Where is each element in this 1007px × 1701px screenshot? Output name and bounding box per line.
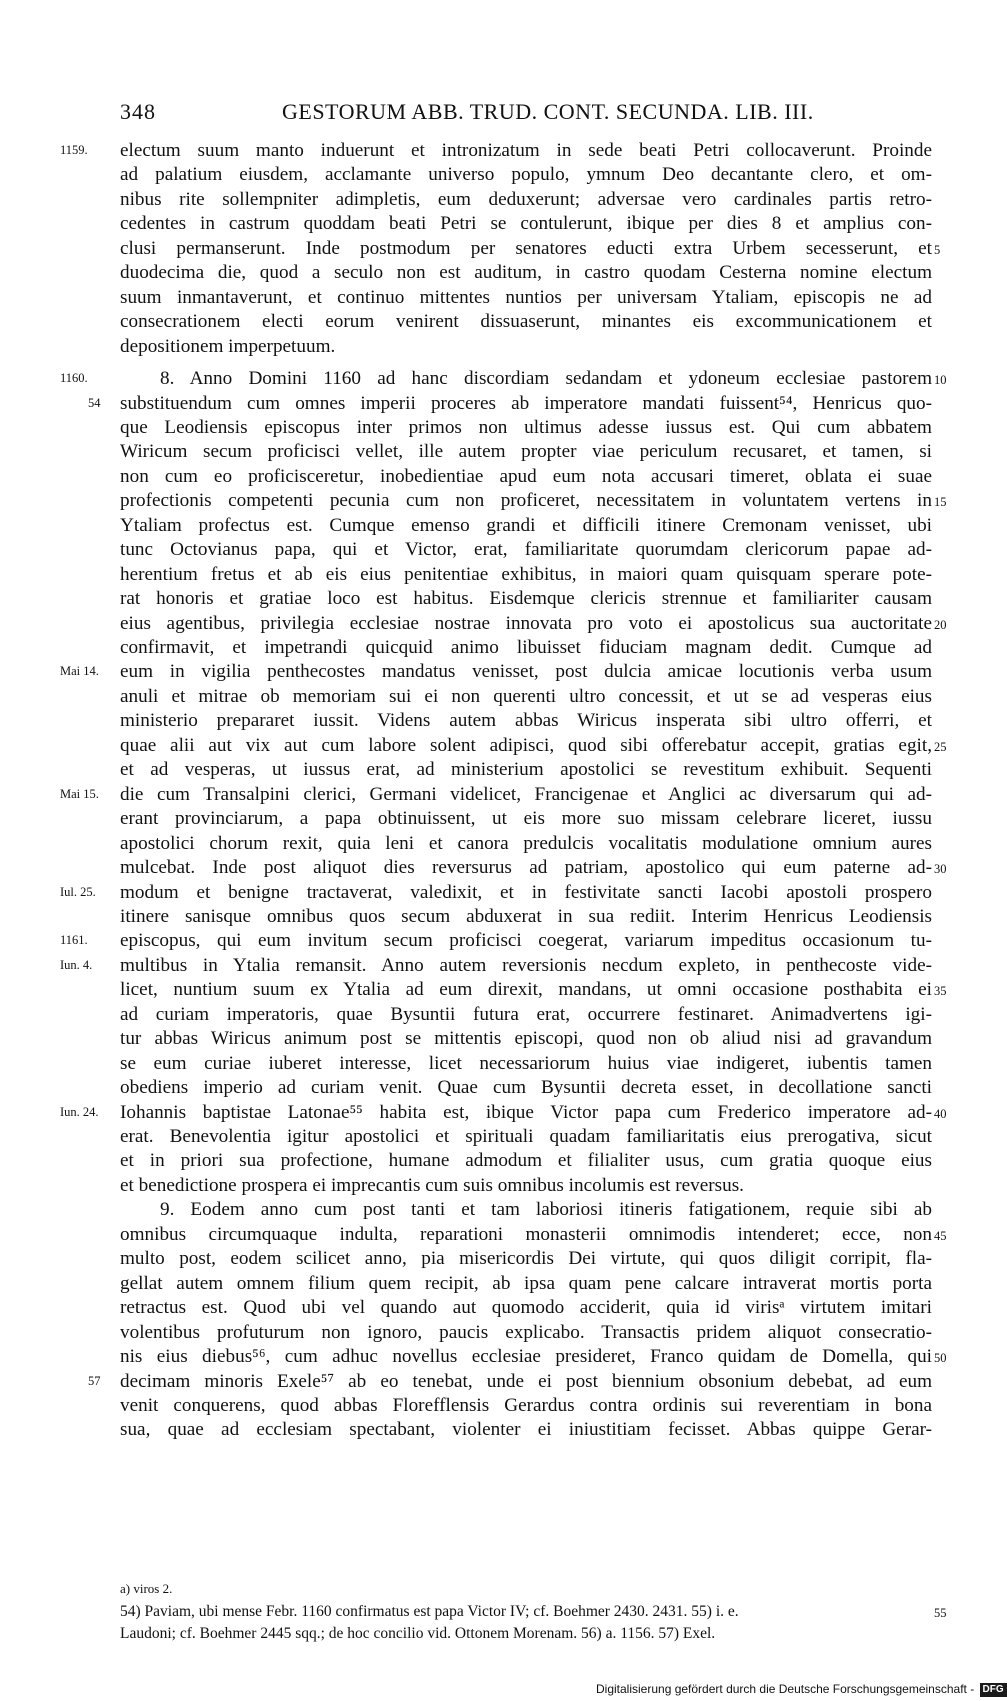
margin-note: 1161. <box>60 933 88 948</box>
text-line: profectionis competenti pecunia cum non proficeret, necessitatem in voluntatem vertens in <box>120 490 932 512</box>
margin-note: Mai 15. <box>60 786 99 801</box>
text-line: venit conquerens, quod abbas Florefflensis Gerardus contra ordinis sui reverentiam in bona <box>120 1394 932 1416</box>
line-number: 25 <box>934 739 947 754</box>
text-line: quae alii aut vix aut cum labore solent adipisci, quod sibi offerebatur accepit, gratias egit, <box>120 734 932 756</box>
text-line: nibus rite sollempniter adimpletis, eum deduxerunt; adversae vero cardinales partis retro- <box>120 188 932 210</box>
footnote-line-number: 55 <box>934 1606 947 1620</box>
text-line: licet, nuntium suum ex Ytalia ad eum direxit, mandans, ut omni occasione posthabita ei <box>120 979 932 1001</box>
text-line: tur abbas Wiricus animum post se mittentis episcopi, quod non ob aliud nisi ad gravandum <box>120 1028 932 1050</box>
text-line: itinere sanisque omnibus quos secum abduxerat in sua rediit. Interim Henricus Leodiensis <box>120 905 932 927</box>
text-line: substituendum cum omnes imperii proceres ab imperatore mandati fuissent⁵⁴, Henricus quo- <box>120 392 932 414</box>
line-number: 15 <box>934 495 947 510</box>
text-line: tunc Octovianus papa, qui et Victor, erat, familiaritate quorumdam clericorum papae ad- <box>120 539 932 561</box>
credit-text: Digitalisierung gefördert durch die Deutsche Forschungsgemeinschaft - <box>596 1682 975 1696</box>
text-line: rat honoris et gratiae loco est habitus. Eisdemque clericis strennue et familiariter causam <box>120 588 932 610</box>
line-number: 40 <box>934 1106 947 1121</box>
line-number: 30 <box>934 862 947 877</box>
dfg-logo: DFG <box>980 1683 1007 1697</box>
margin-note: Mai 14. <box>60 664 99 679</box>
text-line: se eum curiae iuberet interesse, licet necessariorum huius viae indigeret, iubentis tamen <box>120 1052 932 1074</box>
text-line: 9. Eodem anno cum post tanti et tam laboriosi itineris fatigationem, requie sibi ab <box>160 1199 932 1221</box>
line-number: 45 <box>934 1228 947 1243</box>
text-line: modum et benigne tractaverat, valedixit, et in festivitate sancti Iacobi apostoli prospero <box>120 881 932 903</box>
text-line: suum inmantaverunt, et continuo mittentes nuntios per universam Ytaliam, episcopis ne ad <box>120 286 932 308</box>
text-line: multo post, eodem scilicet anno, pia misericordis Dei virtute, qui quos diligit corripit, fla- <box>120 1248 932 1270</box>
text-line: sua, quae ad ecclesiam spectabant, violenter ei iniustitiam fecisset. Abbas quippe Gerar- <box>120 1419 932 1441</box>
text-line: gellat autem omnem filium quem recipit, ab ipsa quam pene calcare intraverat mortis porta <box>120 1272 932 1294</box>
line-number: 50 <box>934 1351 947 1366</box>
text-line: Ytaliam profectus est. Cumque emenso grandi et difficili itinere Cremonam venisset, ubi <box>120 514 932 536</box>
text-line: omnibus circumquaque indulta, reparationi monasterii omnimodis intenderet; ecce, non <box>120 1223 932 1245</box>
text-line: que Leodiensis episcopus inter primos non ultimus adesse iussus est. Qui cum abbatem <box>120 416 932 438</box>
text-line: et benedictione prospera ei imprecantis cum suis omnibus incolumis est reversus. <box>120 1174 744 1196</box>
text-line: et ad vesperas, ut iussus erat, ad ministerium apostolici se revestitum exhibuit. Sequenti <box>120 759 932 781</box>
text-line: confirmavit, et impetrandi quicquid animo libuisset fiduciam magnam dedit. Cumque ad <box>120 637 932 658</box>
text-line: mulcebat. Inde post aliquot dies reversurus ad patriam, apostolico qui eum paterne ad- <box>120 857 932 879</box>
page-number: 348 <box>120 99 156 124</box>
line-number: 20 <box>934 617 947 632</box>
text-line: ad curiam imperatoris, quae Bysuntii futura erat, occurrere festinaret. Animadvertens igi- <box>120 1003 932 1025</box>
footnote-line: Laudoni; cf. Boehmer 2445 sqq.; de hoc concilio vid. Ottonem Morenam. 56) a. 1156. 57) Exel. <box>120 1625 716 1642</box>
text-line: Wiricum secum proficisci vellet, ille autem propter viae periculum recusaret, et tamen, si <box>120 441 932 463</box>
margin-note: 54 <box>88 395 101 410</box>
margin-note: 1160. <box>60 371 88 386</box>
text-line: 8. Anno Domini 1160 ad hanc discordiam sedandam et ydoneum ecclesiae pastorem <box>160 368 932 390</box>
text-line: eius agentibus, privilegia ecclesiae nostrae innovata pro voto ei apostolicus sua auctoritate <box>120 612 932 634</box>
text-line: et in priori sua profectione, humane admodum et filialiter usus, cum gratia quoque eius <box>120 1150 932 1172</box>
text-line: eum in vigilia penthecostes mandatus venisset, post dulcia amicae locutionis verba usum <box>120 661 932 683</box>
text-line: herentium fretus et ab eis eius penitentiae exhibitus, in maiori quam quisquam sperare pote- <box>120 563 932 585</box>
textual-footnote: a) viros 2. <box>120 1581 173 1596</box>
text-line: electum suum manto induerunt et intronizatum in sede beati Petri collocaverunt. Proinde <box>120 140 932 161</box>
text-line: erat. Benevolentia igitur apostolici et spirituali quadam familiaritatis eius prerogativa, sicut <box>120 1126 932 1147</box>
margin-note: Iun. 24. <box>60 1104 99 1119</box>
margin-note: Iun. 4. <box>60 957 93 972</box>
footnote-line: 54) Paviam, ubi mense Febr. 1160 confirmatus est papa Victor IV; cf. Boehmer 2430. 2431. 55) i. e. <box>120 1603 739 1620</box>
digitization-credit <box>596 1680 1004 1698</box>
text-line: erant provinciarum, a papa obtinuissent, ut eis more suo missam celebrare liceret, iussu <box>120 808 932 830</box>
text-line: obediens imperio ad curiam venit. Quae cum Bysuntii decreta esset, in decollatione sancti <box>120 1077 932 1099</box>
text-line: cedentes in castrum quoddam beati Petri se contulerunt, ibique per dies 8 et amplius con- <box>120 213 932 235</box>
line-number: 5 <box>934 242 941 257</box>
text-line: die cum Transalpini clerici, Germani videlicet, Francigenae et Anglici ac diversarum qui ad- <box>120 783 932 805</box>
text-line: multibus in Ytalia remansit. Anno autem reversionis necdum expleto, in penthecoste vide- <box>120 954 932 976</box>
text-line: anuli et mitrae ob memoriam sui ei non querenti ultro concessit, et ut se ad vesperas eius <box>120 685 932 707</box>
text-line: ministerio prepararet iussit. Videns autem abbas Wiricus insperata sibi ultro offerri, et <box>120 710 932 732</box>
running-header <box>120 99 880 133</box>
margin-note: Iul. 25. <box>60 884 96 899</box>
text-line: retractus est. Quod ubi vel quando aut quomodo acciderit, quia id virisᵃ virtutem imitari <box>120 1297 932 1319</box>
text-line: consecrationem electi eorum venirent dissuaserunt, minantes eis excommunicationem et <box>120 311 932 333</box>
line-number: 10 <box>934 373 947 388</box>
text-line: non cum eo proficisceretur, inobedientiae apud eum nota accusari timeret, oblata ei suae <box>120 465 932 487</box>
margin-note: 1159. <box>60 143 88 157</box>
text-line: ad palatium eiusdem, acclamante universo populo, ymnum Deo decantante clero, et om- <box>120 164 932 186</box>
text-line: nis eius diebus⁵⁶, cum adhuc novellus ecclesiae presideret, Franco quidam de Domella, qui <box>120 1346 932 1368</box>
text-line: volentibus profuturum non ignoro, paucis explicabo. Transactis pridem aliquot consecratio- <box>120 1321 932 1343</box>
line-number: 35 <box>934 984 947 999</box>
running-title: GESTORUM ABB. TRUD. CONT. SECUNDA. LIB. III. <box>282 99 814 124</box>
margin-note: 57 <box>88 1373 101 1388</box>
text-line: decimam minoris Exele⁵⁷ ab eo tenebat, unde ei post biennium obsonium debebat, ad eum <box>120 1370 932 1392</box>
text-line: Iohannis baptistae Latonae⁵⁵ habita est, ibique Victor papa cum Frederico imperatore ad- <box>120 1101 932 1123</box>
text-line: duodecima die, quod a seculo non est auditum, in castro quodam Cesterna nomine electum <box>120 262 932 284</box>
text-line: depositionem imperpetuum. <box>120 335 336 357</box>
text-line: episcopus, qui eum invitum secum proficisci coegerat, variarum impeditus occasionum tu- <box>120 930 932 952</box>
text-line: clusi permanserunt. Inde postmodum per senatores educti extra Urbem secesserunt, et <box>120 237 932 259</box>
text-line: apostolici chorum rexit, quia leni et canora predulcis vocalitatis modulatione omnium aures <box>120 832 932 854</box>
